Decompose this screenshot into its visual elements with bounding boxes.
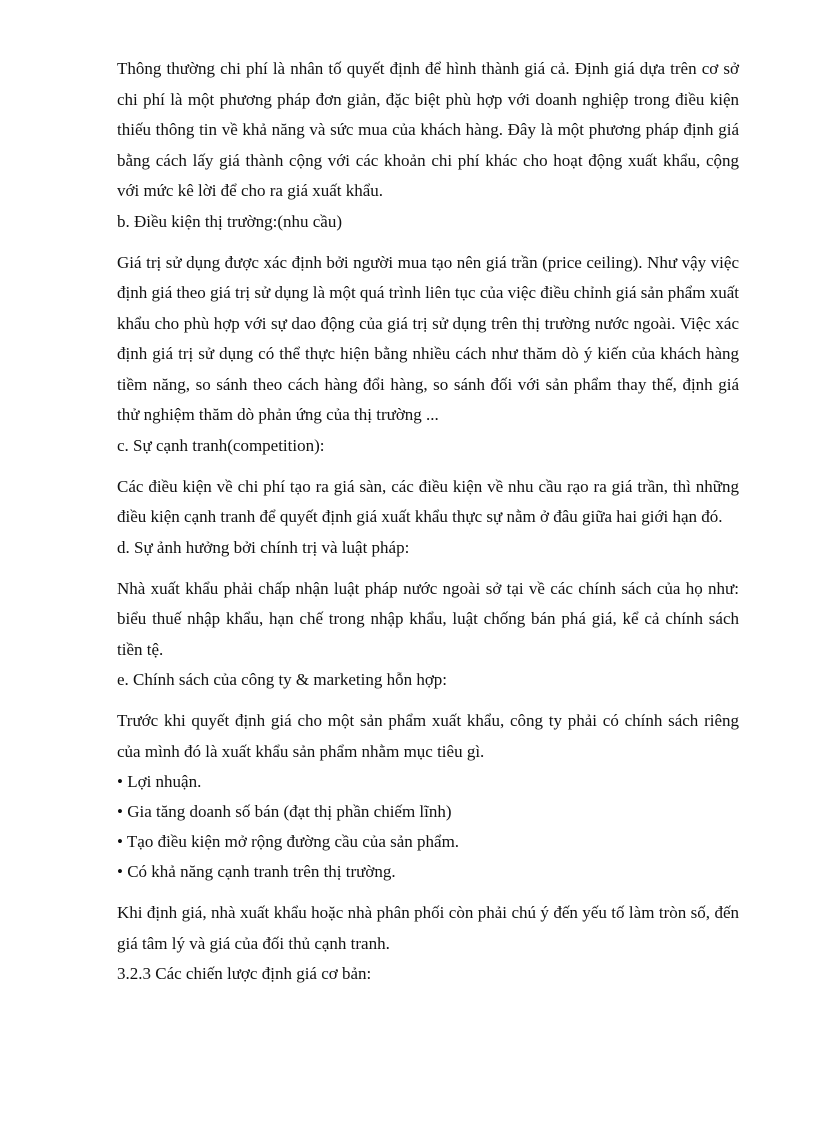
list-item: • Tạo điều kiện mở rộng đường cầu của sản phẩm.: [117, 832, 460, 851]
paragraph-politics-law: Nhà xuất khẩu phải chấp nhận luật pháp nước ngoài sở tại về các chính sách của họ như: biểu thuế nhập khẩu, hạn chế trong nhập khẩu, luật chống bán phá giá, kể cả chính sách tiền tệ.: [117, 578, 739, 659]
paragraph-pricing-factors: Khi định giá, nhà xuất khẩu hoặc nhà phân phối còn phải chú ý đến yếu tố làm tròn số, đến giá tâm lý và giá của đối thủ cạnh tranh.: [117, 903, 739, 953]
document-page: [117, 54, 739, 989]
list-item: • Có khả năng cạnh tranh trên thị trường.: [117, 862, 396, 881]
list-item: • Gia tăng doanh số bán (đạt thị phần chiếm lĩnh): [117, 802, 452, 821]
paragraph-company-policy: Trước khi quyết định giá cho một sản phẩm xuất khẩu, công ty phải có chính sách riêng của mình đó là xuất khẩu sản phẩm nhằm mục tiêu gì.: [117, 711, 739, 761]
list-item: • Lợi nhuận.: [117, 772, 202, 791]
paragraph-use-value: Giá trị sử dụng được xác định bởi người mua tạo nên giá trần (price ceiling). Như vậy việc định giá theo giá trị sử dụng là một quá trình liên tục của việc điều chỉnh giá sản phẩm xuất khẩu cho phù hợp với sự dao động của giá trị sử dụng trên thị trường nước ngoài. Việc xác định giá trị sử dụng có thể thực hiện bằng nhiều cách như thăm dò ý kiến của khách hàng tiềm năng, so sánh theo cách hàng đổi hàng, so sánh đối với sản phẩm thay thế, định giá thử nghiệm thăm dò phản ứng của thị trường ...: [117, 252, 740, 424]
heading-market-conditions: b. Điều kiện thị trường:(nhu cầu): [117, 211, 342, 231]
paragraph-competition: Các điều kiện về chi phí tạo ra giá sàn, các điều kiện về nhu cầu rạo ra giá trần, thì những điều kiện cạnh tranh để quyết định giá xuất khẩu thực sự nằm ở đâu giữa hai giới hạn đó.: [117, 476, 739, 526]
heading-company-policy: e. Chính sách của công ty & marketing hỗn hợp:: [117, 670, 448, 689]
paragraph-cost-based-pricing: Thông thường chi phí là nhân tố quyết định để hình thành giá cả. Định giá dựa trên cơ sở chi phí là một phương pháp đơn giản, đặc biệt phù hợp với doanh nghiệp trong điều kiện thiếu thông tin về khả năng và sức mua của khách hàng. Đây là một phương pháp định giá bằng cách lấy giá thành cộng với các khoản chi phí khác cho hoạt động xuất khẩu, cộng với mức kê lời để cho ra giá xuất khẩu.: [117, 59, 739, 200]
heading-competition: c. Sự cạnh tranh(competition):: [117, 435, 325, 455]
heading-basic-pricing-strategies: 3.2.3 Các chiến lược định giá cơ bản:: [117, 964, 372, 983]
heading-politics-law: d. Sự ảnh hưởng bởi chính trị và luật pháp:: [117, 537, 410, 557]
